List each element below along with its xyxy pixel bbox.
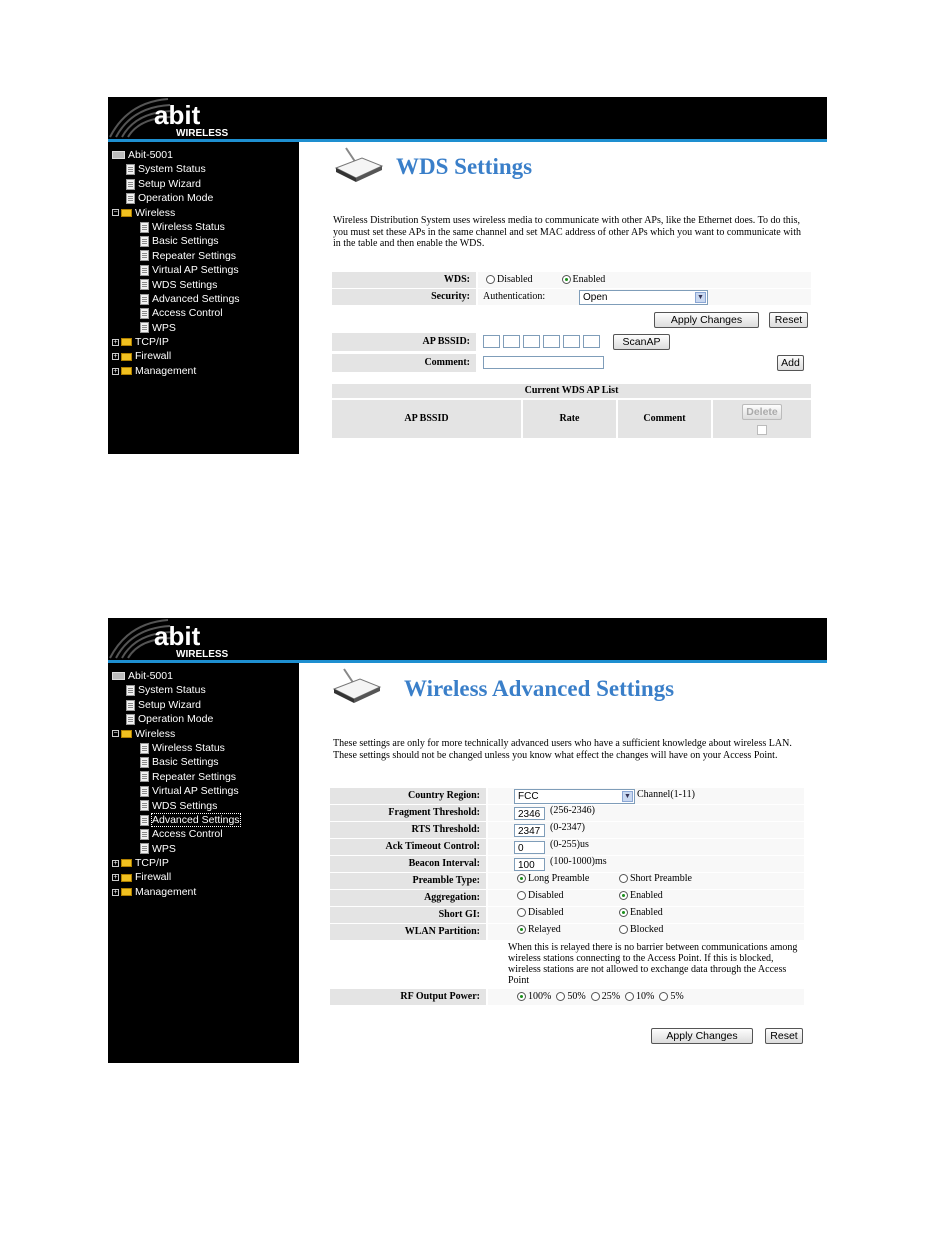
authentication-label: Authentication: <box>483 291 546 302</box>
blocked-option: Blocked <box>619 924 663 935</box>
short-gi-row <box>330 907 804 923</box>
page-icon <box>140 771 149 782</box>
chevron-down-icon[interactable]: ▼ <box>695 292 706 303</box>
svg-text:WIRELESS: WIRELESS <box>176 128 229 138</box>
page-icon <box>140 800 149 811</box>
ack-timeout-label: Ack Timeout Control: <box>330 839 486 855</box>
sidebar-item-basic-settings[interactable]: Basic Settings <box>112 755 240 769</box>
short-gi-disabled-radio[interactable] <box>517 908 526 917</box>
page-icon <box>140 265 149 276</box>
folder-icon <box>121 874 132 882</box>
tree-root[interactable]: Abit-5001 <box>112 669 240 683</box>
page-icon <box>140 786 149 797</box>
abit-logo <box>150 100 246 138</box>
sidebar-item-wds-settings[interactable]: WDS Settings <box>112 278 240 292</box>
scan-ap-button[interactable]: ScanAP <box>613 334 670 350</box>
computer-icon <box>112 672 125 680</box>
folder-open-icon <box>121 209 132 217</box>
svg-text:abit: abit <box>154 621 201 651</box>
page-icon <box>140 829 149 840</box>
preamble-type-label: Preamble Type: <box>330 873 486 889</box>
sidebar-item-operation-mode[interactable]: Operation Mode <box>112 712 240 726</box>
sidebar-item-virtual-ap-settings[interactable]: Virtual AP Settings <box>112 263 240 277</box>
short-gi-enabled-radio[interactable] <box>619 908 628 917</box>
folder-icon <box>121 338 132 346</box>
sidebar-item-access-control[interactable]: Access Control <box>112 827 240 841</box>
comment-input[interactable] <box>483 356 604 369</box>
country-region-label: Country Region: <box>330 788 486 804</box>
delete-all-checkbox[interactable] <box>757 425 767 435</box>
page-icon <box>140 757 149 768</box>
authentication-select[interactable]: Open ▼ <box>579 290 708 305</box>
wlan-partition-note: When this is relayed there is no barrier between communications among wireless stations connecting to the Access Point. If this is blocked, wireless stations are not allowed to exchange data through the Access Point <box>508 942 798 986</box>
page-icon <box>126 164 135 175</box>
reset-button[interactable]: Reset <box>769 312 808 328</box>
sidebar-item-firewall[interactable]: + Firewall <box>113 871 172 884</box>
beacon-interval-range: (100-1000)ms <box>550 856 607 867</box>
sidebar-item-tcpip[interactable]: + TCP/IP <box>113 336 169 349</box>
wlan-partition-note-box <box>486 941 804 987</box>
aggregation-label: Aggregation: <box>330 890 486 906</box>
aggregation-disabled-option: Disabled <box>517 890 564 901</box>
expand-icon[interactable]: + <box>113 353 118 361</box>
relayed-radio[interactable] <box>517 925 526 934</box>
sidebar <box>108 663 299 1063</box>
rts-threshold-row <box>330 822 804 838</box>
chevron-down-icon[interactable]: ▼ <box>622 791 633 802</box>
sidebar-item-setup-wizard[interactable]: Setup Wizard <box>112 177 240 191</box>
computer-icon <box>112 151 125 159</box>
beacon-interval-input[interactable]: 100 <box>514 858 545 871</box>
router-icon <box>330 665 384 705</box>
bssid-octet-1[interactable] <box>483 335 500 348</box>
reset-button[interactable]: Reset <box>765 1028 803 1044</box>
rts-threshold-range: (0-2347) <box>550 822 585 833</box>
bssid-octet-5[interactable] <box>563 335 580 348</box>
apply-changes-button[interactable]: Apply Changes <box>651 1028 753 1044</box>
rts-threshold-label: RTS Threshold: <box>330 822 486 838</box>
long-preamble-option: Long Preamble <box>517 873 589 884</box>
wds-label: WDS: <box>332 272 476 288</box>
sidebar-item-wps[interactable]: WPS <box>112 842 240 856</box>
relayed-option: Relayed <box>517 924 561 935</box>
expand-icon[interactable]: + <box>113 888 118 896</box>
page-title: Wireless Advanced Settings <box>404 676 675 701</box>
channel-note: Channel(1-11) <box>637 789 695 800</box>
comment-row <box>332 354 811 372</box>
page-description: These settings are only for more technically advanced users who have a sufficient knowledge about wireless LAN. These settings should not be changed unless you know what effect the changes will have on your Access Point. <box>333 738 792 761</box>
expand-icon[interactable]: + <box>113 874 118 882</box>
rf-output-power-row <box>330 989 804 1005</box>
page-icon <box>140 843 149 854</box>
collapse-icon[interactable]: − <box>113 209 118 217</box>
short-gi-enabled-option: Enabled <box>619 907 663 918</box>
page-icon <box>140 294 149 305</box>
sidebar-item-setup-wizard[interactable]: Setup Wizard <box>112 698 240 712</box>
bssid-label: AP BSSID: <box>332 333 476 351</box>
col-rate: Rate <box>523 400 616 438</box>
preamble-type-row <box>330 873 804 889</box>
page-icon <box>140 815 149 826</box>
page-icon <box>140 308 149 319</box>
aggregation-enabled-radio[interactable] <box>619 891 628 900</box>
svg-text:WIRELESS: WIRELESS <box>176 649 229 659</box>
delete-button[interactable]: Delete <box>742 404 782 420</box>
sidebar-item-management[interactable]: + Management <box>113 364 197 377</box>
sidebar-item-system-status[interactable]: System Status <box>112 683 240 697</box>
sidebar-item-wps[interactable]: WPS <box>112 321 240 335</box>
short-gi-disabled-option: Disabled <box>517 907 564 918</box>
ack-timeout-input[interactable]: 0 <box>514 841 545 854</box>
nav-tree <box>112 669 240 899</box>
aggregation-enabled-option: Enabled <box>619 890 663 901</box>
rf-50-radio[interactable] <box>556 992 565 1001</box>
sidebar-item-operation-mode[interactable]: Operation Mode <box>112 191 240 205</box>
apply-changes-button[interactable]: Apply Changes <box>654 312 759 328</box>
page-title: WDS Settings <box>396 154 533 179</box>
page-icon <box>140 322 149 333</box>
sidebar <box>108 142 299 454</box>
advanced-settings-screenshot <box>108 618 827 1063</box>
header-banner <box>108 97 827 139</box>
comment-label: Comment: <box>332 354 476 372</box>
blocked-radio[interactable] <box>619 925 628 934</box>
security-label: Security: <box>332 289 476 305</box>
fragment-threshold-row <box>330 805 804 821</box>
folder-icon <box>121 367 132 375</box>
rf-100-radio[interactable] <box>517 992 526 1001</box>
folder-icon <box>121 353 132 361</box>
sidebar-item-access-control[interactable]: Access Control <box>112 306 240 320</box>
bssid-octet-2[interactable] <box>503 335 520 348</box>
sidebar-item-wds-settings[interactable]: WDS Settings <box>112 799 240 813</box>
aggregation-disabled-radio[interactable] <box>517 891 526 900</box>
sidebar-item-wireless-status[interactable]: Wireless Status <box>112 220 240 234</box>
page-icon <box>140 250 149 261</box>
page-icon <box>140 743 149 754</box>
folder-icon <box>121 888 132 896</box>
sidebar-item-system-status[interactable]: System Status <box>112 162 240 176</box>
sidebar-item-basic-settings[interactable]: Basic Settings <box>112 234 240 248</box>
folder-icon <box>121 859 132 867</box>
rf-10-radio[interactable] <box>625 992 634 1001</box>
bssid-octet-4[interactable] <box>543 335 560 348</box>
sidebar-item-tcpip[interactable]: + TCP/IP <box>113 857 169 870</box>
rf-25-radio[interactable] <box>591 992 600 1001</box>
rf-output-power-options: 100% 50% 25% 10% 5% <box>488 989 804 1005</box>
sidebar-item-advanced-settings[interactable]: Advanced Settings <box>112 292 240 306</box>
page-icon <box>126 193 135 204</box>
security-row <box>332 289 811 305</box>
sidebar-item-firewall[interactable]: + Firewall <box>113 350 172 363</box>
page-icon <box>126 700 135 711</box>
header-banner <box>108 618 827 660</box>
bssid-row <box>332 333 811 351</box>
rf-output-power-label: RF Output Power: <box>330 989 486 1005</box>
sidebar-item-wireless[interactable]: − Wireless <box>113 727 176 740</box>
sidebar-item-repeater-settings[interactable]: Repeater Settings <box>112 249 240 263</box>
wlan-partition-row <box>330 924 804 940</box>
add-button[interactable]: Add <box>777 355 804 371</box>
abit-logo <box>150 621 246 659</box>
router-icon <box>332 144 386 184</box>
page-icon <box>140 222 149 233</box>
col-ap-bssid: AP BSSID <box>332 400 521 438</box>
tree-root[interactable]: Abit-5001 <box>112 148 240 162</box>
nav-tree <box>112 148 240 378</box>
short-preamble-option: Short Preamble <box>619 873 692 884</box>
sidebar-item-virtual-ap-settings[interactable]: Virtual AP Settings <box>112 784 240 798</box>
wds-disabled-radio[interactable] <box>486 275 495 284</box>
wds-list-title: Current WDS AP List <box>332 384 811 398</box>
fragment-threshold-range: (256-2346) <box>550 805 595 816</box>
short-preamble-radio[interactable] <box>619 874 628 883</box>
wds-enabled-radio[interactable] <box>562 275 571 284</box>
country-region-select[interactable]: FCC ▼ <box>514 789 635 804</box>
wds-row <box>332 272 811 288</box>
rf-5-radio[interactable] <box>659 992 668 1001</box>
expand-icon[interactable]: + <box>113 859 118 867</box>
col-delete <box>713 400 811 438</box>
sidebar-item-wireless-status[interactable]: Wireless Status <box>112 741 240 755</box>
wlan-partition-label: WLAN Partition: <box>330 924 486 940</box>
folder-open-icon <box>121 730 132 738</box>
fragment-threshold-input[interactable]: 2346 <box>514 807 545 820</box>
sidebar-item-management[interactable]: + Management <box>113 885 197 898</box>
wds-settings-screenshot <box>108 97 827 454</box>
rts-threshold-input[interactable]: 2347 <box>514 824 545 837</box>
col-comment: Comment <box>618 400 711 438</box>
wds-radio-group: Disabled Enabled <box>478 272 811 288</box>
bssid-octet-6[interactable] <box>583 335 600 348</box>
bssid-octet-3[interactable] <box>523 335 540 348</box>
beacon-interval-row <box>330 856 804 872</box>
fragment-threshold-label: Fragment Threshold: <box>330 805 486 821</box>
page-icon <box>126 179 135 190</box>
sidebar-item-wireless[interactable]: − Wireless <box>113 206 176 219</box>
page-description: Wireless Distribution System uses wireless media to communicate with other APs, like the Ethernet does. To do this, you must set these APs in the same channel and set MAC address of other APs which you want to communicate with in the table and then enable the WDS. <box>333 215 801 249</box>
expand-icon[interactable]: + <box>113 367 118 375</box>
collapse-icon[interactable]: − <box>113 730 118 738</box>
short-gi-label: Short GI: <box>330 907 486 923</box>
aggregation-row <box>330 890 804 906</box>
page-icon <box>140 279 149 290</box>
long-preamble-radio[interactable] <box>517 874 526 883</box>
page-icon <box>126 685 135 696</box>
page-icon <box>126 714 135 725</box>
beacon-interval-label: Beacon Interval: <box>330 856 486 872</box>
ack-timeout-range: (0-255)us <box>550 839 589 850</box>
ack-timeout-row <box>330 839 804 855</box>
svg-text:abit: abit <box>154 100 201 130</box>
sidebar-item-advanced-settings[interactable]: Advanced Settings <box>112 813 240 827</box>
sidebar-item-repeater-settings[interactable]: Repeater Settings <box>112 770 240 784</box>
country-region-row <box>330 788 804 804</box>
page-icon <box>140 236 149 247</box>
expand-icon[interactable]: + <box>113 338 118 346</box>
